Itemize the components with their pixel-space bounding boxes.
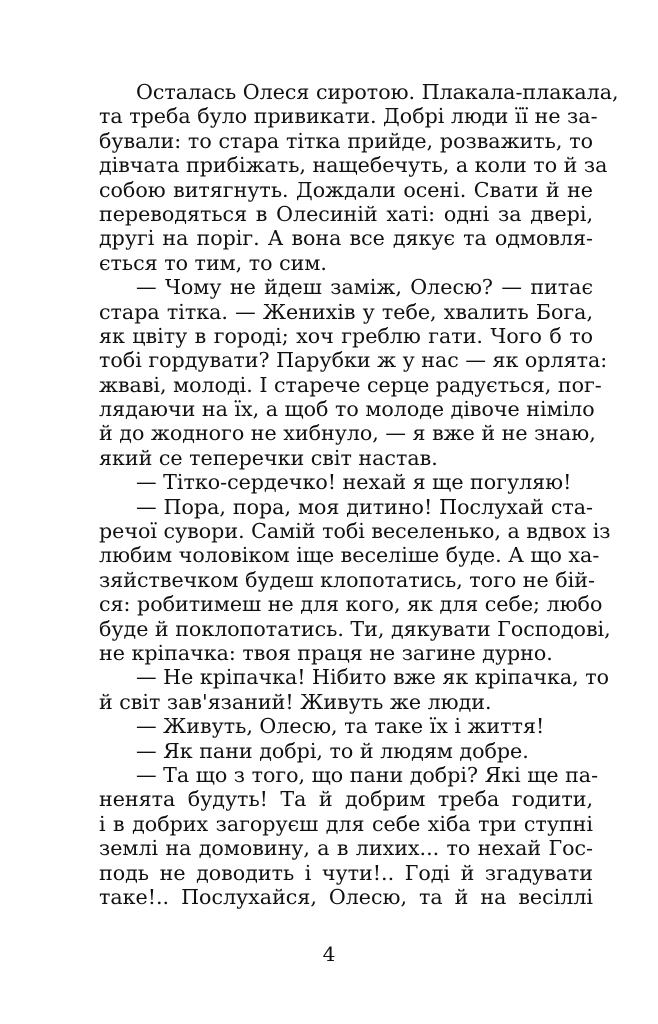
text-line: переводяться в Олесиній хаті: одні за двері, — [99, 201, 593, 226]
text-line: — Чому не йдеш заміж, Олесю? — питає — [136, 275, 593, 300]
text-line: і в добрих загоруєш для себе хіба три ступні — [99, 811, 593, 836]
text-line: любим чоловіком іще веселіше буде. А що ха- — [99, 543, 600, 568]
text-line: таке!.. Послухайся, Олесю, та й на весіллі — [99, 884, 593, 909]
body-text — [99, 80, 619, 909]
text-line: речої сувори. Самій тобі веселенько, а вдвох із — [99, 519, 611, 544]
text-line: подь не доводить і чути!.. Годі й згадувати — [99, 860, 593, 885]
text-line: ся: робитимеш не для кого, як для себе; любо — [99, 592, 603, 617]
text-line: дівчата прибіжать, нащебечуть, а коли то й за — [99, 153, 608, 178]
text-line: Осталась Олеся сиротою. Плакала-плакала, — [136, 80, 619, 104]
text-line: та треба було привикати. Добрі люди її не за- — [99, 104, 598, 129]
text-line: який се теперечки світ настав. — [99, 445, 438, 470]
text-line: тобі гордувати? Парубки ж у нас — як орлята: — [99, 348, 608, 373]
text-line: зяйствечком будеш клопотатись, того не бій- — [99, 567, 595, 592]
text-line: ється то тим, то сим. — [99, 250, 327, 275]
text-line: лядаючи на їх, а щоб то молоде дівоче німіло — [99, 397, 595, 422]
text-line: — Пора, пора, моя дитино! Послухай ста- — [136, 494, 593, 519]
text-line: — Живуть, Олесю, та таке їх і життя! — [136, 714, 545, 739]
text-line: жваві, молоді. І старече серце радується, пог- — [99, 372, 602, 397]
page-number: 4 — [322, 942, 336, 966]
text-line: не кріпачка: твоя праця не загине дурно. — [99, 640, 553, 665]
text-line: бували: то стара тітка прийде, розважить, то — [99, 128, 593, 153]
text-line: другі на поріг. А вона все дякує та одмовля- — [99, 226, 593, 251]
text-line: — Тітко-сердечко! нехай я ще погуляю! — [136, 470, 572, 495]
text-line: — Не кріпачка! Нібито вже як кріпачка, то — [136, 665, 610, 690]
text-line: й до жодного не хибнуло, — я вже й не знаю, — [99, 421, 596, 446]
text-line: — Та що з того, що пани добрі? Які ще па- — [136, 762, 599, 787]
text-line: як цвіту в городі; хоч греблю гати. Чого б то — [99, 323, 593, 348]
text-line: стара тітка. — Женихів у тебе, хвалить Бога, — [99, 299, 593, 324]
text-line: буде й поклопотатись. Ти, дякувати Господові, — [99, 616, 611, 641]
text-line: ненята будуть! Та й добрим треба годити, — [99, 787, 593, 812]
text-line: — Як пани добрі, то й людям добре. — [136, 738, 529, 763]
text-line: собою витягнуть. Дождали осені. Свати й не — [99, 177, 593, 202]
text-line: й світ зав'язаний! Живуть же люди. — [99, 689, 492, 714]
text-line: землі на домовину, а в лихих... то нехай Гос- — [99, 836, 593, 861]
